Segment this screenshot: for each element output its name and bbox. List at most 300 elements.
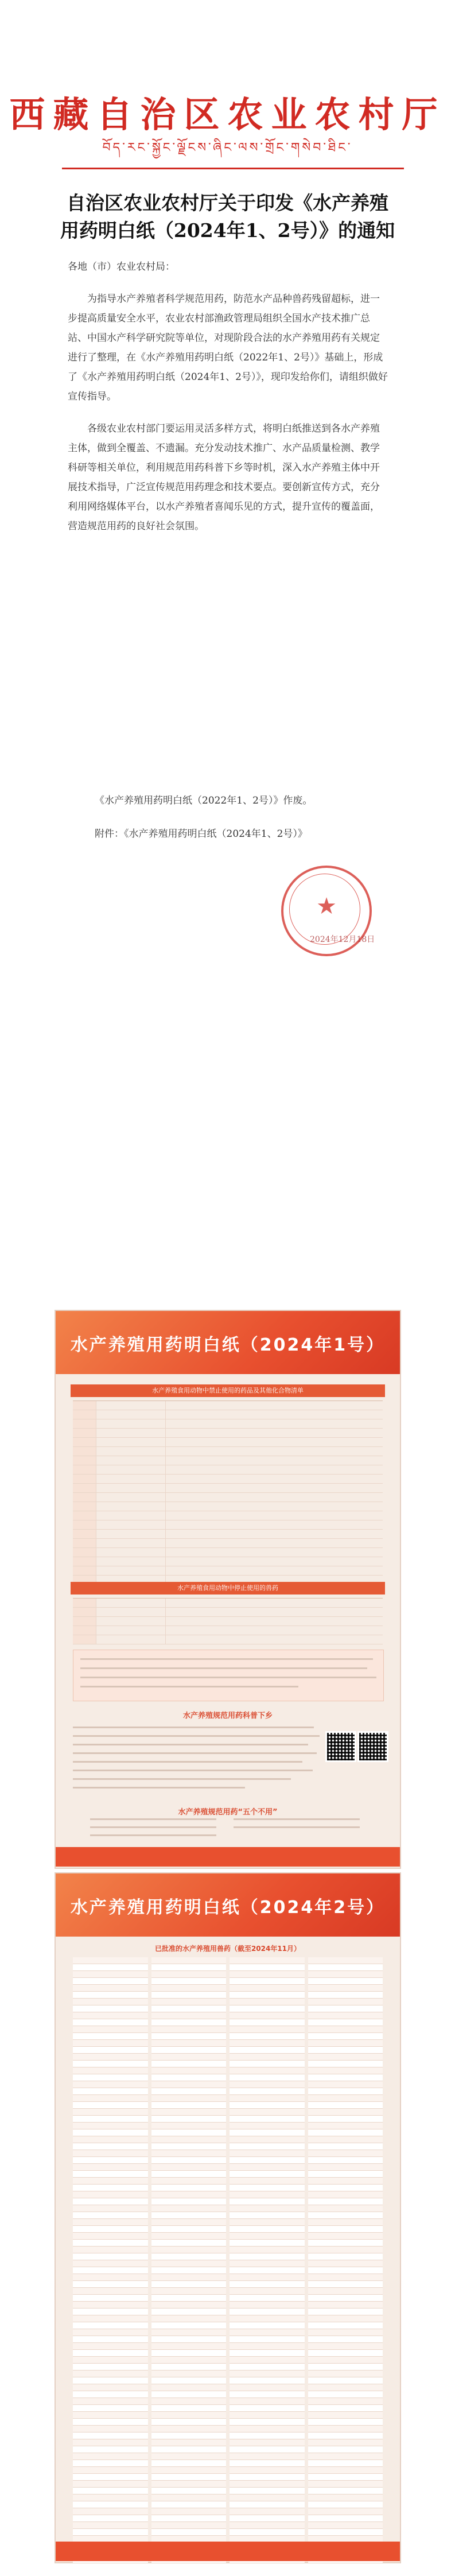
table-row xyxy=(73,1539,383,1548)
list-item xyxy=(73,2026,148,2033)
list-item xyxy=(308,2164,383,2171)
list-item xyxy=(230,2377,305,2384)
list-item xyxy=(308,1964,383,1971)
list-item xyxy=(308,2508,383,2515)
list-item xyxy=(230,2288,305,2295)
list-item xyxy=(151,2088,227,2095)
text-line xyxy=(73,1735,320,1737)
list-item xyxy=(90,1834,216,1836)
list-item xyxy=(230,2481,305,2488)
list-item xyxy=(73,1957,148,1964)
list-item xyxy=(230,1985,305,1992)
list-item xyxy=(308,2109,383,2116)
table-cell xyxy=(73,1456,96,1465)
table-row xyxy=(73,1447,383,1456)
list-item xyxy=(230,2233,305,2240)
list-item xyxy=(73,1978,148,1985)
list-item xyxy=(151,2322,227,2329)
table-cell xyxy=(96,1511,166,1520)
list-item xyxy=(90,1826,216,1828)
list-item xyxy=(308,2267,383,2274)
table-cell xyxy=(96,1484,166,1492)
list-item xyxy=(151,2205,227,2212)
table-cell xyxy=(73,1465,96,1474)
list-item xyxy=(73,2157,148,2164)
list-item xyxy=(308,2247,383,2253)
list-item xyxy=(308,2095,383,2102)
list-item xyxy=(230,2357,305,2364)
list-item xyxy=(151,1957,227,1964)
table-row xyxy=(73,1608,383,1617)
grid-column xyxy=(230,1957,305,2563)
table-cell xyxy=(166,1447,383,1456)
list-item xyxy=(151,1999,227,2005)
list-item xyxy=(308,2350,383,2357)
list-item xyxy=(308,1971,383,1978)
table-cell xyxy=(73,1548,96,1557)
grid-column xyxy=(73,1957,148,2563)
list-item xyxy=(151,2508,227,2515)
list-item xyxy=(230,2171,305,2178)
list-item xyxy=(230,2350,305,2357)
list-item xyxy=(230,2116,305,2123)
list-item xyxy=(308,1978,383,1985)
list-item xyxy=(230,2515,305,2522)
list-item xyxy=(308,2481,383,2488)
list-item xyxy=(308,2439,383,2446)
list-item xyxy=(230,2253,305,2260)
list-item xyxy=(308,2281,383,2288)
list-item xyxy=(308,2433,383,2439)
list-item xyxy=(308,2384,383,2391)
list-item xyxy=(151,2005,227,2012)
list-item xyxy=(308,1957,383,1964)
list-item xyxy=(151,2336,227,2343)
table-cell xyxy=(166,1475,383,1483)
list-item xyxy=(151,2074,227,2081)
list-item xyxy=(230,1999,305,2005)
list-item xyxy=(73,2494,148,2501)
table-cell xyxy=(96,1456,166,1465)
table-cell xyxy=(73,1539,96,1547)
list-item xyxy=(151,2143,227,2150)
text-line xyxy=(80,1667,367,1669)
list-item xyxy=(308,2253,383,2260)
list-item xyxy=(73,2405,148,2412)
list-item xyxy=(151,2157,227,2164)
table-cell xyxy=(73,1410,96,1419)
list-item xyxy=(151,2109,227,2116)
list-item xyxy=(151,2219,227,2226)
banned-drugs-table xyxy=(73,1400,383,1585)
list-item xyxy=(151,2274,227,2281)
table-cell xyxy=(96,1557,166,1566)
list-item xyxy=(151,2247,227,2253)
void-notice-line: 《水产养殖用药明白纸（2022年1、2号）》作废。 xyxy=(95,795,313,806)
list-item xyxy=(308,2047,383,2054)
list-item xyxy=(73,2116,148,2123)
list-item xyxy=(73,2143,148,2150)
table-row xyxy=(73,1520,383,1530)
list-item xyxy=(308,2061,383,2067)
table-row xyxy=(73,1493,383,1502)
table-row xyxy=(73,1557,383,1566)
list-item xyxy=(230,2026,305,2033)
list-item xyxy=(151,2515,227,2522)
text-line xyxy=(73,1752,317,1754)
table-cell xyxy=(73,1447,96,1456)
table-row xyxy=(73,1599,383,1608)
list-item xyxy=(230,1957,305,1964)
list-item xyxy=(151,2309,227,2315)
poster-1-footer xyxy=(56,1847,400,1867)
list-item xyxy=(308,2405,383,2412)
list-item xyxy=(73,2412,148,2419)
list-item xyxy=(308,2129,383,2136)
table-row xyxy=(73,1635,383,1644)
table-cell xyxy=(73,1530,96,1538)
list-item xyxy=(151,2012,227,2019)
list-item xyxy=(90,1818,216,1820)
list-item xyxy=(151,2343,227,2350)
table-cell xyxy=(96,1401,166,1410)
list-item xyxy=(73,2350,148,2357)
list-item xyxy=(230,2136,305,2143)
notice-page-1 xyxy=(0,0,455,677)
list-item xyxy=(151,2405,227,2412)
table-row xyxy=(73,1548,383,1557)
table-row xyxy=(73,1429,383,1438)
list-item xyxy=(151,2288,227,2295)
list-item xyxy=(308,2178,383,2185)
list-item xyxy=(230,2295,305,2302)
list-item xyxy=(151,2433,227,2439)
list-item xyxy=(308,2322,383,2329)
list-item xyxy=(308,2081,383,2088)
list-item xyxy=(230,2371,305,2377)
list-item xyxy=(73,2212,148,2219)
table-cell xyxy=(73,1438,96,1446)
list-item xyxy=(151,2302,227,2309)
list-item xyxy=(73,2102,148,2109)
table-cell xyxy=(166,1465,383,1474)
issue-date: 2024年12月18日 xyxy=(310,935,375,944)
table-cell xyxy=(166,1530,383,1538)
grid-column xyxy=(151,1957,227,2563)
table-cell xyxy=(166,1438,383,1446)
list-item xyxy=(73,2508,148,2515)
notice-address: 各地（市）农业农村局： xyxy=(68,261,175,273)
list-item xyxy=(308,2391,383,2398)
list-item xyxy=(308,2309,383,2315)
table-cell xyxy=(96,1429,166,1437)
list-item xyxy=(230,2247,305,2253)
list-item xyxy=(151,2102,227,2109)
table-cell xyxy=(96,1548,166,1557)
list-item xyxy=(73,2136,148,2143)
list-item xyxy=(73,2233,148,2240)
table-cell xyxy=(166,1493,383,1502)
notice-body xyxy=(68,257,389,536)
list-item xyxy=(73,2061,148,2067)
list-item xyxy=(151,2185,227,2191)
list-item xyxy=(73,2467,148,2474)
table-cell xyxy=(96,1635,166,1644)
list-item xyxy=(151,2040,227,2047)
list-item xyxy=(308,2074,383,2081)
list-item xyxy=(73,2088,148,2095)
list-item xyxy=(151,1992,227,1999)
list-item xyxy=(73,2488,148,2494)
list-item xyxy=(308,1992,383,1999)
table-cell xyxy=(96,1599,166,1607)
list-item xyxy=(230,2508,305,2515)
table-cell xyxy=(96,1493,166,1502)
list-item xyxy=(308,2446,383,2453)
list-item xyxy=(230,2474,305,2481)
list-item xyxy=(308,2467,383,2474)
list-item xyxy=(230,2322,305,2329)
poster-1-title: 水产养殖用药明白纸（2024年1号） xyxy=(70,1335,386,1355)
list-item xyxy=(308,2460,383,2467)
list-item xyxy=(308,2419,383,2426)
list-item xyxy=(308,2488,383,2494)
table-cell xyxy=(166,1456,383,1465)
list-item xyxy=(308,2494,383,2501)
list-item xyxy=(308,2274,383,2281)
list-item xyxy=(73,2515,148,2522)
table-cell xyxy=(73,1626,96,1635)
list-item xyxy=(73,2185,148,2191)
table-cell xyxy=(166,1410,383,1419)
list-item xyxy=(230,2405,305,2412)
list-item xyxy=(308,2212,383,2219)
table-cell xyxy=(166,1548,383,1557)
list-item xyxy=(230,2143,305,2150)
table-cell xyxy=(166,1539,383,1547)
table-cell xyxy=(73,1599,96,1607)
list-item xyxy=(308,2371,383,2377)
list-item xyxy=(73,2191,148,2198)
list-item xyxy=(151,2191,227,2198)
table-cell xyxy=(73,1557,96,1566)
poster-2024-no2 xyxy=(55,1872,401,2563)
table-cell xyxy=(166,1617,383,1625)
list-item xyxy=(73,2081,148,2088)
department-header: 西藏自治区农业农村厅 xyxy=(9,94,446,135)
list-item xyxy=(151,2281,227,2288)
table-cell xyxy=(73,1608,96,1616)
stopped-drugs-table xyxy=(73,1598,383,1644)
list-item xyxy=(151,2501,227,2508)
table-cell xyxy=(96,1626,166,1635)
list-item xyxy=(151,2371,227,2377)
list-item xyxy=(230,2240,305,2247)
list-item xyxy=(230,2460,305,2467)
list-item xyxy=(73,2474,148,2481)
table-cell xyxy=(73,1566,96,1575)
list-item xyxy=(73,2129,148,2136)
table-cell xyxy=(166,1502,383,1511)
list-item xyxy=(151,2439,227,2446)
list-item xyxy=(73,1992,148,1999)
poster-1-five-nots: 水产养殖规范用药“五个不用” xyxy=(178,1808,278,1817)
table-cell xyxy=(96,1465,166,1474)
list-item xyxy=(151,2033,227,2040)
list-item xyxy=(230,2047,305,2054)
list-item xyxy=(308,2219,383,2226)
list-item xyxy=(230,2336,305,2343)
list-item xyxy=(230,2274,305,2281)
list-item xyxy=(308,2233,383,2240)
list-item xyxy=(73,2322,148,2329)
list-item xyxy=(73,2453,148,2460)
list-item xyxy=(230,2384,305,2391)
list-item xyxy=(151,2047,227,2054)
list-item xyxy=(73,2040,148,2047)
table-cell xyxy=(96,1608,166,1616)
table-cell xyxy=(166,1635,383,1644)
list-item xyxy=(308,2357,383,2364)
table-cell xyxy=(166,1599,383,1607)
table-cell xyxy=(96,1566,166,1575)
list-item xyxy=(308,2474,383,2481)
list-item xyxy=(73,1964,148,1971)
table-row xyxy=(73,1465,383,1475)
list-item xyxy=(230,2040,305,2047)
header-divider xyxy=(62,168,404,169)
list-item xyxy=(73,2391,148,2398)
list-item xyxy=(73,2047,148,2054)
list-item xyxy=(73,2171,148,2178)
list-item xyxy=(230,2281,305,2288)
list-item xyxy=(234,1826,360,1828)
table-cell xyxy=(73,1493,96,1502)
list-item xyxy=(230,2302,305,2309)
list-item xyxy=(73,2240,148,2247)
list-item xyxy=(308,2302,383,2309)
text-line xyxy=(73,1744,308,1745)
list-item xyxy=(151,2067,227,2074)
text-line xyxy=(80,1686,298,1687)
list-item xyxy=(234,1818,360,1820)
table-cell xyxy=(73,1502,96,1511)
list-item xyxy=(308,2185,383,2191)
department-header-tibetan: བོད་རང་སྐྱོང་ལྗོངས་ཞིང་ལས་གྲོང་གསེབ་ཐིང་ xyxy=(102,141,353,155)
list-item xyxy=(230,2315,305,2322)
text-line xyxy=(80,1677,376,1678)
table-cell xyxy=(96,1530,166,1538)
list-item xyxy=(73,2150,148,2157)
list-item xyxy=(230,1971,305,1978)
approved-drugs-grid xyxy=(73,1957,383,2563)
list-item xyxy=(308,2377,383,2384)
list-item xyxy=(151,2123,227,2129)
list-item xyxy=(151,2315,227,2322)
list-item xyxy=(73,2302,148,2309)
poster-2-title: 水产养殖用药明白纸（2024年2号） xyxy=(70,1898,386,1918)
list-item xyxy=(230,2494,305,2501)
list-item xyxy=(73,2019,148,2026)
list-item xyxy=(230,2426,305,2433)
notice-title: 自治区农业农村厅关于印发《水产养殖用药明白纸（2024年1、2号）》的通知 xyxy=(60,192,395,242)
list-item xyxy=(151,2116,227,2123)
table-cell xyxy=(166,1401,383,1410)
list-item xyxy=(73,2295,148,2302)
list-item xyxy=(73,2005,148,2012)
list-item xyxy=(73,2398,148,2405)
list-item xyxy=(308,2157,383,2164)
poster-1-section-stopped: 水产养殖食用动物中停止使用的兽药 xyxy=(71,1582,385,1595)
list-item xyxy=(73,2419,148,2426)
table-row xyxy=(73,1617,383,1626)
list-item xyxy=(151,2364,227,2371)
list-item xyxy=(151,2529,227,2536)
list-item xyxy=(73,2267,148,2274)
list-item xyxy=(151,2377,227,2384)
table-row xyxy=(73,1511,383,1520)
list-item xyxy=(308,2026,383,2033)
list-item xyxy=(151,2178,227,2185)
list-item xyxy=(230,2226,305,2233)
list-item xyxy=(308,2260,383,2267)
list-item xyxy=(308,2295,383,2302)
list-item xyxy=(73,2357,148,2364)
list-item xyxy=(230,2061,305,2067)
list-item xyxy=(230,2309,305,2315)
list-item xyxy=(151,2171,227,2178)
table-row xyxy=(73,1626,383,1635)
list-item xyxy=(308,2102,383,2109)
list-item xyxy=(151,2026,227,2033)
list-item xyxy=(308,2336,383,2343)
table-row xyxy=(73,1530,383,1539)
list-item xyxy=(73,2281,148,2288)
table-cell xyxy=(96,1475,166,1483)
table-cell xyxy=(73,1617,96,1625)
list-item xyxy=(151,2267,227,2274)
list-item xyxy=(308,2123,383,2129)
list-item xyxy=(151,2019,227,2026)
list-item xyxy=(73,2288,148,2295)
list-item xyxy=(308,2522,383,2529)
list-item xyxy=(151,2384,227,2391)
list-item xyxy=(73,2205,148,2212)
list-item xyxy=(73,2439,148,2446)
list-item xyxy=(308,2515,383,2522)
list-item xyxy=(308,2412,383,2419)
poster-1-section-banned: 水产养殖食用动物中禁止使用的药品及其他化合物清单 xyxy=(71,1384,385,1397)
list-item xyxy=(230,2419,305,2426)
list-item xyxy=(230,2067,305,2074)
table-cell xyxy=(73,1635,96,1644)
list-item xyxy=(308,2136,383,2143)
poster-1-section-outreach: 水产养殖规范用药科普下乡 xyxy=(182,1712,273,1720)
notice-paragraph-2: 各级农业农村部门要运用灵活多样方式，将明白纸推送到各水产养殖主体，做到全覆盖、不遗漏。充分发动技术推广、水产品质量检测、教学科研等相关单位，利用规范用药科普下乡等时机，深入水产养殖主体中开展技术指导，广泛宣传规范用药理念和技术要点。要创新宣传方式，充分利用网络媒体平台，以水产养殖者喜闻乐见的方式，提升宣传的覆盖面，营造规范用药的良好社会氛围。 xyxy=(68,423,380,532)
list-item xyxy=(308,2005,383,2012)
list-item xyxy=(73,2371,148,2377)
text-line xyxy=(73,1787,245,1789)
list-item xyxy=(151,2467,227,2474)
list-item xyxy=(230,2005,305,2012)
list-item xyxy=(73,1971,148,1978)
list-item xyxy=(230,2343,305,2350)
list-item xyxy=(308,2054,383,2061)
list-item xyxy=(73,2501,148,2508)
list-item xyxy=(73,2067,148,2074)
list-item xyxy=(73,2343,148,2350)
list-item xyxy=(308,2205,383,2212)
